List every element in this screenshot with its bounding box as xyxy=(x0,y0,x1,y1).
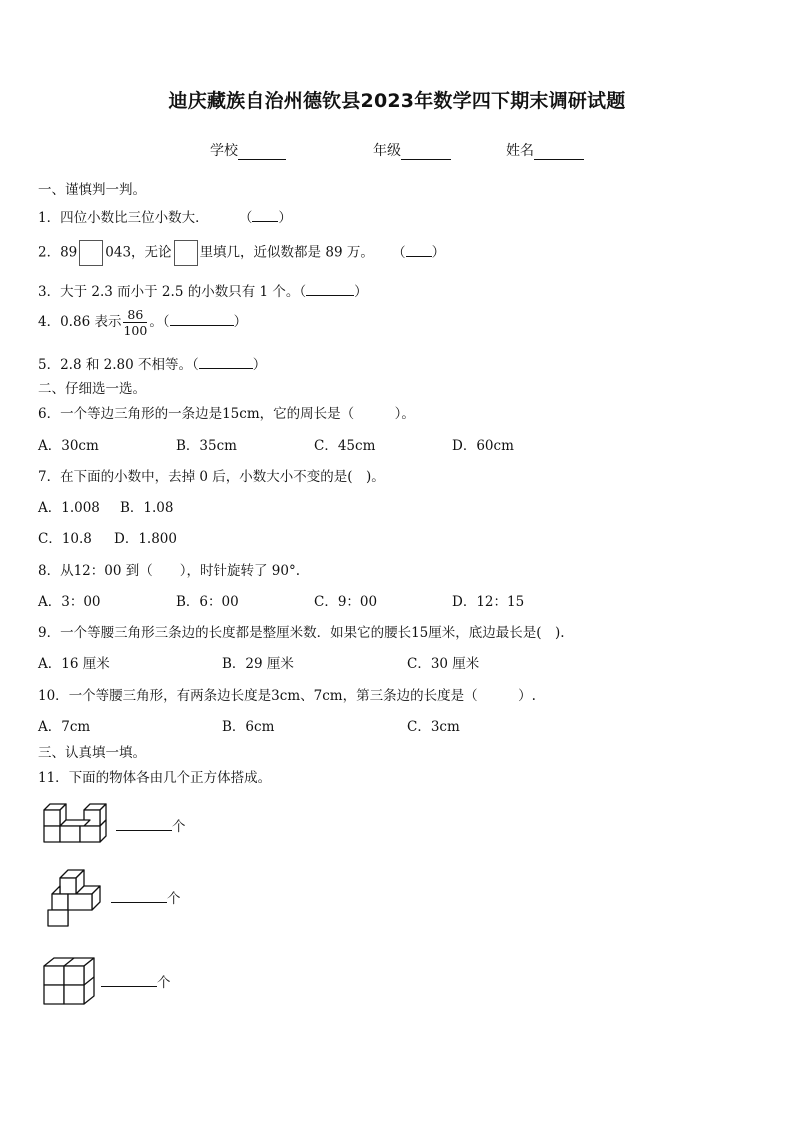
q11-blank-1[interactable] xyxy=(116,816,172,831)
q1-answer-blank[interactable] xyxy=(252,207,278,222)
school-label: 学校 xyxy=(210,143,238,159)
q5-text: 2.8 和 2.80 不相等。（ xyxy=(60,357,199,373)
question-10 xyxy=(38,687,536,705)
q2-digit-box-2[interactable] xyxy=(174,240,198,266)
q9-number: 9． xyxy=(38,625,61,641)
section-3-heading: 三、认真填一填。 xyxy=(38,745,146,761)
question-3 xyxy=(38,281,368,301)
q6-number: 6． xyxy=(38,406,61,422)
q11-unit-2: 个 xyxy=(167,891,181,907)
question-5 xyxy=(38,354,266,374)
q2-answer-blank[interactable] xyxy=(406,242,432,257)
q9-option-b[interactable]: B．29 厘米 xyxy=(222,656,294,672)
q7-option-a[interactable]: A．1.008 xyxy=(38,500,100,516)
q2-digit-box-1[interactable] xyxy=(79,240,103,266)
q1-number: 1． xyxy=(38,210,61,226)
q6-option-a[interactable]: A．30cm xyxy=(38,438,99,454)
school-blank[interactable] xyxy=(238,144,286,160)
q4-after: 。（ xyxy=(149,314,170,330)
q11-unit-1: 个 xyxy=(172,819,186,835)
q1-paren-close: ） xyxy=(278,210,292,226)
q2-paren-close: ） xyxy=(431,244,446,261)
name-field xyxy=(506,140,584,160)
q8-text: 从12：00 到（ ），时针旋转了 90°. xyxy=(60,563,301,579)
q6-option-d[interactable]: D．60cm xyxy=(452,438,514,454)
q10-option-a[interactable]: A．7cm xyxy=(38,719,91,735)
q11-unit-3: 个 xyxy=(157,975,171,991)
q1-paren-open: （ xyxy=(238,210,253,226)
q6-option-c[interactable]: C．45cm xyxy=(314,438,376,454)
q9-option-c[interactable]: C．30 厘米 xyxy=(407,656,480,672)
page-title: 迪庆藏族自治州德钦县2023年数学四下期末调研试题 xyxy=(168,90,626,112)
q10-option-c[interactable]: C．3cm xyxy=(407,719,460,735)
question-4 xyxy=(38,307,247,338)
q3-number: 3． xyxy=(38,284,61,300)
q4-answer-blank[interactable] xyxy=(170,311,234,326)
q4-number: 4． xyxy=(38,314,61,330)
q11-answer-2[interactable] xyxy=(111,888,181,908)
section-2-heading: 二、仔细选一选。 xyxy=(38,381,146,397)
q2-paren-open: （ xyxy=(392,244,406,261)
q5-number: 5． xyxy=(38,357,61,373)
q10-text: 一个等腰三角形，有两条边长度是3cm、7cm，第三条边的长度是（ ）. xyxy=(68,688,536,704)
q7-number: 7． xyxy=(38,469,61,485)
q11-number: 11． xyxy=(38,770,69,786)
question-2 xyxy=(38,240,445,266)
name-label: 姓名 xyxy=(506,143,534,159)
q7-option-b[interactable]: B．1.08 xyxy=(120,500,174,516)
q4-fraction-denominator: 100 xyxy=(123,323,148,338)
question-9 xyxy=(38,624,565,642)
q7-text: 在下面的小数中，去掉 0 后，小数大小不变的是( )。 xyxy=(60,469,385,485)
question-11 xyxy=(38,769,271,787)
q6-option-b[interactable]: B．35cm xyxy=(176,438,237,454)
question-8 xyxy=(38,562,300,580)
q2-number: 2． xyxy=(38,244,61,261)
cube-figure-1 xyxy=(40,798,114,850)
question-6 xyxy=(38,405,415,423)
school-field xyxy=(210,140,286,160)
q8-option-c[interactable]: C．9：00 xyxy=(314,594,378,610)
question-7 xyxy=(38,468,385,486)
question-1 xyxy=(38,207,292,227)
q5-paren-close: ） xyxy=(252,357,267,373)
q8-option-a[interactable]: A．3：00 xyxy=(38,594,101,610)
q4-fraction xyxy=(123,307,147,338)
q11-text: 下面的物体各由几个正方体搭成。 xyxy=(68,770,272,786)
q11-blank-3[interactable] xyxy=(101,972,157,987)
q2-part2: 043，无论 xyxy=(105,244,172,261)
name-blank[interactable] xyxy=(534,144,584,160)
section-1-heading: 一、谨慎判一判。 xyxy=(38,182,146,198)
q7-option-c[interactable]: C．10.8 xyxy=(38,531,92,547)
q11-blank-2[interactable] xyxy=(111,888,167,903)
cube-figure-3 xyxy=(40,952,102,1012)
q9-text: 一个等腰三角形三条边的长度都是整厘米数．如果它的腰长15厘米，底边最长是( ). xyxy=(60,625,565,641)
q6-text: 一个等边三角形的一条边是15cm，它的周长是（ ）。 xyxy=(60,406,415,422)
q4-text: 0.86 表示 xyxy=(60,314,122,330)
q8-number: 8． xyxy=(38,563,61,579)
q3-answer-blank[interactable] xyxy=(306,281,354,296)
q7-option-d[interactable]: D．1.800 xyxy=(114,531,177,547)
q1-text: 四位小数比三位小数大． xyxy=(60,210,209,226)
q8-option-d[interactable]: D．12：15 xyxy=(452,594,525,610)
q8-option-b[interactable]: B．6：00 xyxy=(176,594,239,610)
grade-label: 年级 xyxy=(373,143,401,159)
cube-figure-2 xyxy=(44,866,110,928)
q4-fraction-numerator: 86 xyxy=(123,307,147,323)
q11-answer-3[interactable] xyxy=(101,972,171,992)
q10-option-b[interactable]: B．6cm xyxy=(222,719,275,735)
q11-answer-1[interactable] xyxy=(116,816,186,836)
q10-number: 10． xyxy=(38,688,69,704)
q5-answer-blank[interactable] xyxy=(199,354,253,369)
grade-field xyxy=(373,140,451,160)
q4-paren-close: ） xyxy=(233,314,248,330)
q2-part3: 里填几，近似数都是 89 万。 xyxy=(199,244,374,261)
q2-part1: 89 xyxy=(60,244,78,261)
q9-option-a[interactable]: A．16 厘米 xyxy=(38,656,110,672)
grade-blank[interactable] xyxy=(401,144,451,160)
q3-paren-close: ） xyxy=(354,284,368,300)
q3-text: 大于 2.3 而小于 2.5 的小数只有 1 个。（ xyxy=(60,284,307,300)
